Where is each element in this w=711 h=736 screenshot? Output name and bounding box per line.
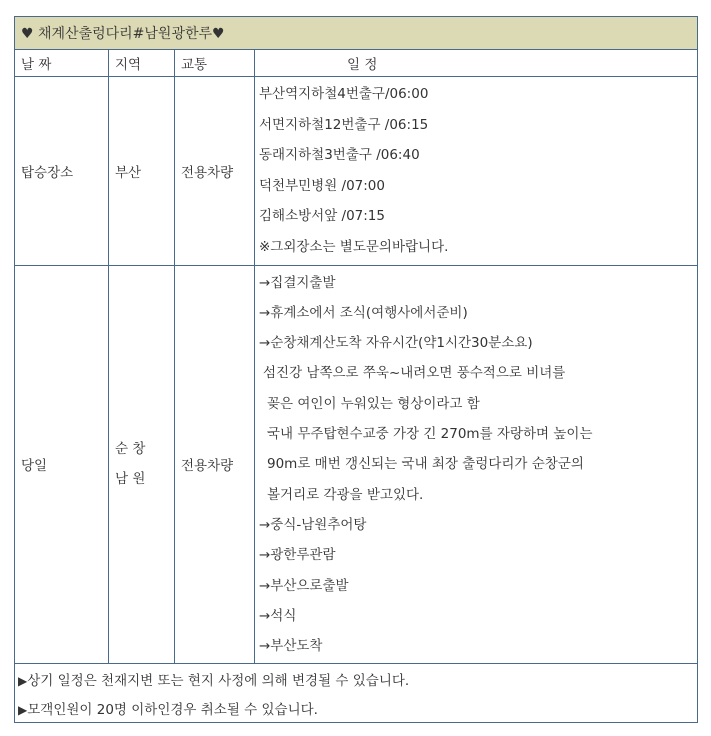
- note-row: [15, 664, 698, 694]
- pickup-line: 부산역지하철4번출구/06:00: [259, 86, 429, 102]
- pickup-line: ※그외장소는 별도문의바랍니다.: [259, 238, 449, 255]
- note-text: 모객인원이 20명 이하인경우 취소될 수 있습니다.: [27, 701, 318, 718]
- title-row: [15, 17, 698, 50]
- itinerary-container: [14, 16, 697, 723]
- triangle-bullet-icon: ▶: [18, 702, 28, 717]
- header-row: [15, 50, 698, 77]
- note-item: [15, 693, 698, 723]
- pickup-date: 탑승장소: [15, 77, 109, 266]
- pickup-line: 김해소방서앞 /07:15: [259, 208, 385, 225]
- itinerary-table: [14, 16, 698, 723]
- header-area: 지역: [109, 50, 175, 77]
- day-line: 90m로 매번 갱신되는 국내 최장 출렁다리가 순창군의: [267, 456, 584, 473]
- tour-title: ♥ 채계산출렁다리#남원광한루♥: [15, 17, 698, 50]
- day-area: [109, 265, 175, 664]
- header-transport: 교통: [175, 50, 255, 77]
- pickup-line: 동래지하철3번출구 /06:40: [259, 147, 420, 164]
- day-line: →부산도착: [259, 638, 323, 655]
- day-line: 꽂은 여인이 누워있는 형상이라고 함: [267, 395, 480, 412]
- day-line: 국내 무주탑현수교중 가장 긴 270m를 자랑하며 높이는: [267, 426, 593, 443]
- pickup-area: 부산: [109, 77, 175, 266]
- header-date: 날 짜: [15, 50, 109, 77]
- day-line: 볼거리로 각광을 받고있다.: [267, 486, 424, 503]
- header-schedule: 일 정: [255, 50, 698, 77]
- day-line: →석식: [259, 607, 297, 624]
- day-line: →순창채계산도착 자유시간(약1시간30분소요): [259, 335, 533, 352]
- day-line: →중식-남원추어탕: [259, 516, 367, 533]
- pickup-transport: 전용차량: [175, 77, 255, 266]
- day-row: [15, 265, 698, 664]
- day-transport: 전용차량: [175, 265, 255, 664]
- day-line: →휴계소에서 조식(여행사에서준비): [259, 304, 468, 321]
- day-date: 당일: [15, 265, 109, 664]
- note-row: [15, 693, 698, 723]
- day-line: 섬진강 남쪽으로 쭈욱~내려오면 풍수적으로 비녀를: [263, 365, 566, 382]
- day-area-line1: 순 창: [115, 441, 146, 458]
- pickup-line: 서면지하철12번출구 /06:15: [259, 116, 429, 133]
- day-line: →집결지출발: [259, 274, 336, 291]
- triangle-bullet-icon: ▶: [18, 673, 28, 688]
- day-line: →부산으로출발: [259, 577, 349, 594]
- day-schedule: [255, 265, 698, 664]
- day-line: →광한루관람: [259, 547, 336, 564]
- day-area-line2: 남 원: [115, 471, 146, 488]
- note-item: [15, 664, 698, 694]
- pickup-row: [15, 77, 698, 266]
- pickup-line: 덕천부민병원 /07:00: [259, 177, 385, 194]
- note-text: 상기 일정은 천재지변 또는 현지 사정에 의해 변경될 수 있습니다.: [27, 672, 410, 689]
- pickup-schedule: [255, 77, 698, 266]
